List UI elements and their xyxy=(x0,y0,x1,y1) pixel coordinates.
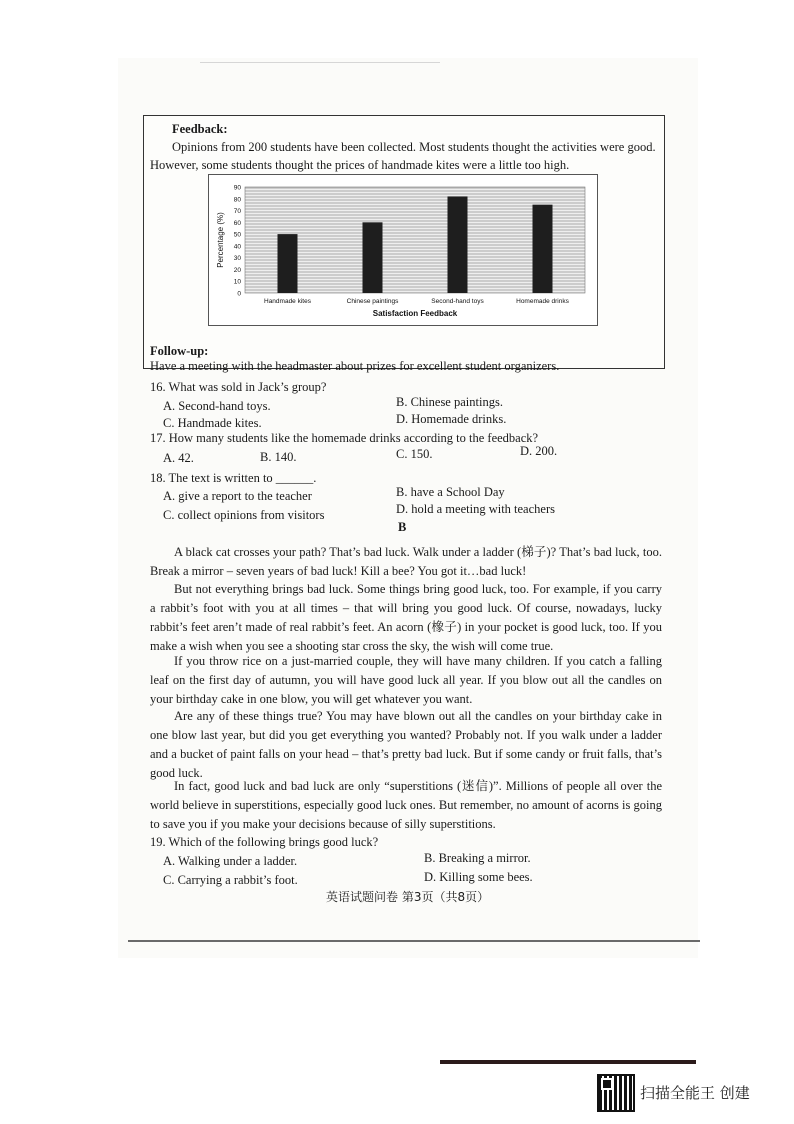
q17-option-a: A. 42. xyxy=(163,451,194,465)
feedback-heading: Feedback: xyxy=(172,122,228,136)
chart-canvas xyxy=(209,175,597,325)
followup-text: Have a meeting with the headmaster about prizes for excellent student organizers. xyxy=(150,359,560,373)
q18-option-a: A. give a report to the teacher xyxy=(163,489,312,503)
feedback-box xyxy=(143,115,665,373)
passage-text-3: If you throw rice on a just-married couple, they will have many children. If you catch a falling leaf on the first day of autumn, you will have good luck all year. If you blow out all the candles on your birthday cake in one blow, you will get whatever you want. xyxy=(150,654,662,706)
y-tick-label: 20 xyxy=(233,266,241,274)
y-tick-label: 30 xyxy=(233,255,241,263)
question-19-stem: 19. Which of the following brings good luck? xyxy=(150,835,379,849)
scanner-edge xyxy=(440,1060,696,1064)
y-tick-label: 0 xyxy=(237,290,241,298)
bar-handmade-kites xyxy=(278,234,298,293)
q16-option-c: C. Handmade kites. xyxy=(163,416,262,430)
question-18-stem: 18. The text is written to ______. xyxy=(150,471,317,485)
x-tick-label: Chinese paintings xyxy=(346,298,399,305)
y-tick-label: 50 xyxy=(233,231,241,239)
scanner-watermark: 扫描全能王 创建 xyxy=(640,1084,750,1102)
question-17-stem: 17. How many students like the homemade drinks according to the feedback? xyxy=(150,431,539,445)
bar-second-hand-toys xyxy=(448,196,468,293)
passage-paragraph-1 xyxy=(150,543,662,581)
passage-text-1: A black cat crosses your path? That’s bad luck. Walk under a ladder (梯子)? That’s bad luck, too. Break a mirror – seven years of bad luck! Kill a bee? You got it…bad luck! xyxy=(150,545,662,578)
section-b-heading: B xyxy=(398,520,407,534)
q19-option-a: A. Walking under a ladder. xyxy=(163,854,298,868)
x-tick-label: Homemade drinks xyxy=(516,298,569,305)
y-tick-label: 40 xyxy=(233,243,241,251)
q16-option-d: D. Homemade drinks. xyxy=(396,412,507,426)
top-rule xyxy=(200,62,440,63)
passage-text-2: But not everything brings bad luck. Some things bring good luck, too. For example, if you carry a rabbit’s foot with you at all times – that will bring you good luck. Of course, nowadays, lucky rabbit’s feet aren’t made of real rabbit’s feet. An acorn (橡子) in your pocket is good luck, too. If you make a wish when you see a shooting star cross the sky, the wish will come true. xyxy=(150,582,662,653)
passage-paragraph-2 xyxy=(150,580,662,656)
y-tick-label: 60 xyxy=(233,219,241,227)
q19-option-b: B. Breaking a mirror. xyxy=(424,851,531,865)
q17-option-c: C. 150. xyxy=(396,447,433,461)
y-tick-label: 90 xyxy=(233,184,241,192)
passage-paragraph-3 xyxy=(150,652,662,709)
bar-homemade-drinks xyxy=(533,205,553,293)
bar-chinese-paintings xyxy=(363,222,383,293)
passage-text-5: In fact, good luck and bad luck are only “superstitions (迷信)”. Millions of people all over the world believe in superstitions, especially good luck ones. But remember, no amount of acorns is going to save you if you make your decisions because of silly superstitions. xyxy=(150,779,662,831)
x-tick-label: Second-hand toys xyxy=(431,298,484,305)
y-tick-label: 70 xyxy=(233,208,241,216)
satisfaction-chart xyxy=(208,174,598,326)
q18-option-c: C. collect opinions from visitors xyxy=(163,508,325,522)
bottom-rule xyxy=(128,940,700,942)
q19-option-d: D. Killing some bees. xyxy=(424,870,533,884)
q19-option-c: C. Carrying a rabbit’s foot. xyxy=(163,873,298,887)
q16-option-a: A. Second-hand toys. xyxy=(163,399,271,413)
x-axis-label: Satisfaction Feedback xyxy=(372,309,458,318)
q18-option-d: D. hold a meeting with teachers xyxy=(396,502,555,516)
y-tick-label: 10 xyxy=(233,278,241,286)
y-axis-label: Percentage (%) xyxy=(216,212,225,268)
passage-text-4: Are any of these things true? You may have blown out all the candles on your birthday cake in one blow last year, but did you get everything you wanted? Probably not. If you walk under a ladder and a bucket of paint falls on your head – that’s pretty bad luck. But if some candy or fruit falls, that’s good luck. xyxy=(150,709,662,780)
feedback-line-2: However, some students thought the prices of handmade kites were a little too high. xyxy=(150,158,570,172)
feedback-line-1: Opinions from 200 students have been collected. Most students thought the activities were good. xyxy=(172,140,656,154)
question-16-stem: 16. What was sold in Jack’s group? xyxy=(150,380,327,394)
followup-heading: Follow-up: xyxy=(150,344,209,358)
page-footer: 英语试题问卷 第3页（共8页） xyxy=(326,890,490,904)
q16-option-b: B. Chinese paintings. xyxy=(396,395,503,409)
x-tick-label: Handmade kites xyxy=(264,298,311,305)
q17-option-b: B. 140. xyxy=(260,450,297,464)
passage-paragraph-4 xyxy=(150,707,662,783)
y-tick-label: 80 xyxy=(233,196,241,204)
passage-paragraph-5 xyxy=(150,777,662,834)
qr-code-icon xyxy=(597,1074,635,1112)
q18-option-b: B. have a School Day xyxy=(396,485,505,499)
q17-option-d: D. 200. xyxy=(520,444,558,458)
